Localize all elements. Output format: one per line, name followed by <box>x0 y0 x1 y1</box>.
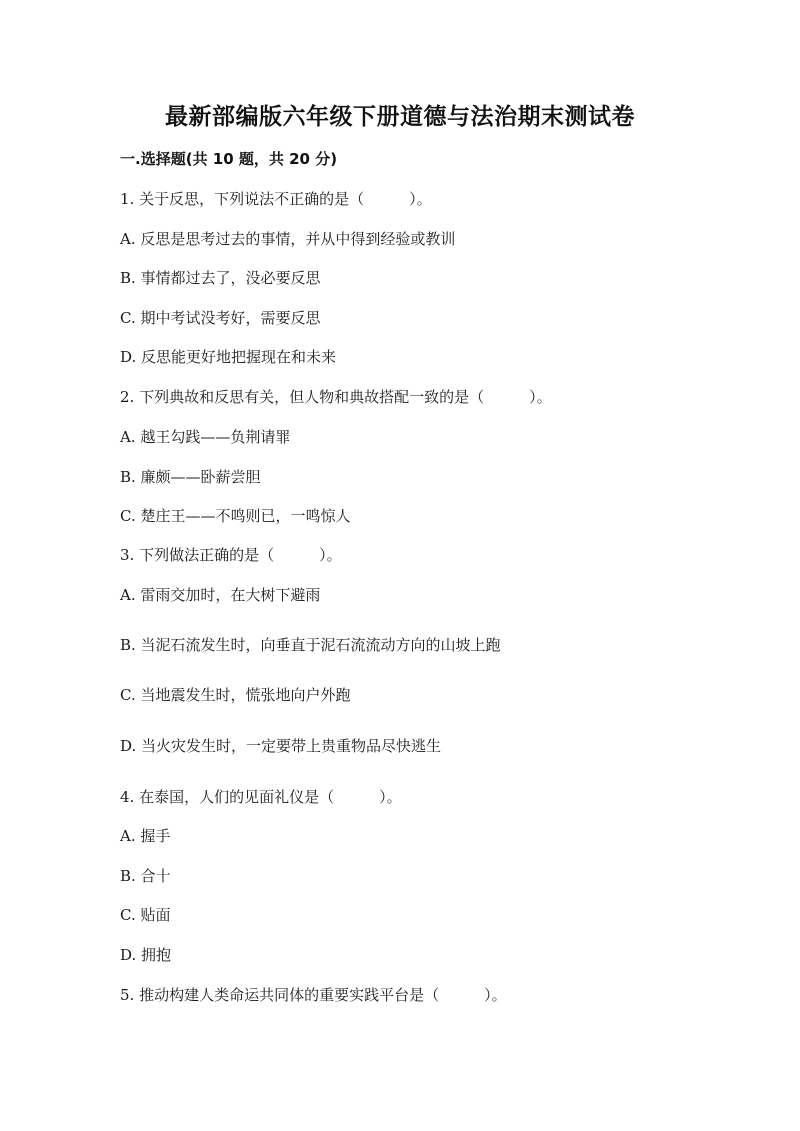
question-2-option-a: A. 越王勾践——负荆请罪 <box>120 428 291 446</box>
question-4-option-b: B. 合十 <box>120 867 171 885</box>
exam-title: 最新部编版六年级下册道德与法治期末测试卷 <box>165 104 635 130</box>
question-1-option-a: A. 反思是思考过去的事情，并从中得到经验或教训 <box>120 230 456 248</box>
section-heading: 一.选择题(共 10 题，共 20 分) <box>120 150 338 168</box>
question-1-option-d: D. 反思能更好地把握现在和未来 <box>120 348 337 366</box>
question-3-option-a: A. 雷雨交加时，在大树下避雨 <box>120 586 321 604</box>
question-2-option-b: B. 廉颇——卧薪尝胆 <box>120 468 261 486</box>
question-3-option-c: C. 当地震发生时，慌张地向户外跑 <box>120 686 351 704</box>
question-3-stem: 3. 下列做法正确的是（ ）。 <box>120 546 342 564</box>
question-1-option-c: C. 期中考试没考好，需要反思 <box>120 309 321 327</box>
question-5-stem: 5. 推动构建人类命运共同体的重要实践平台是（ ）。 <box>120 986 507 1004</box>
question-1-option-b: B. 事情都过去了，没必要反思 <box>120 269 321 287</box>
question-2-option-c: C. 楚庄王——不鸣则已，一鸣惊人 <box>120 507 351 525</box>
question-4-option-c: C. 贴面 <box>120 906 171 924</box>
question-4-option-d: D. 拥抱 <box>120 946 172 964</box>
question-1-stem: 1. 关于反思，下列说法不正确的是（ ）。 <box>120 190 432 208</box>
question-4-stem: 4. 在泰国，人们的见面礼仪是（ ）。 <box>120 788 402 806</box>
question-2-stem: 2. 下列典故和反思有关，但人物和典故搭配一致的是（ ）。 <box>120 388 552 406</box>
question-4-option-a: A. 握手 <box>120 827 171 845</box>
question-3-option-b: B. 当泥石流发生时，向垂直于泥石流流动方向的山坡上跑 <box>120 636 501 654</box>
question-3-option-d: D. 当火灾发生时，一定要带上贵重物品尽快逃生 <box>120 737 442 755</box>
